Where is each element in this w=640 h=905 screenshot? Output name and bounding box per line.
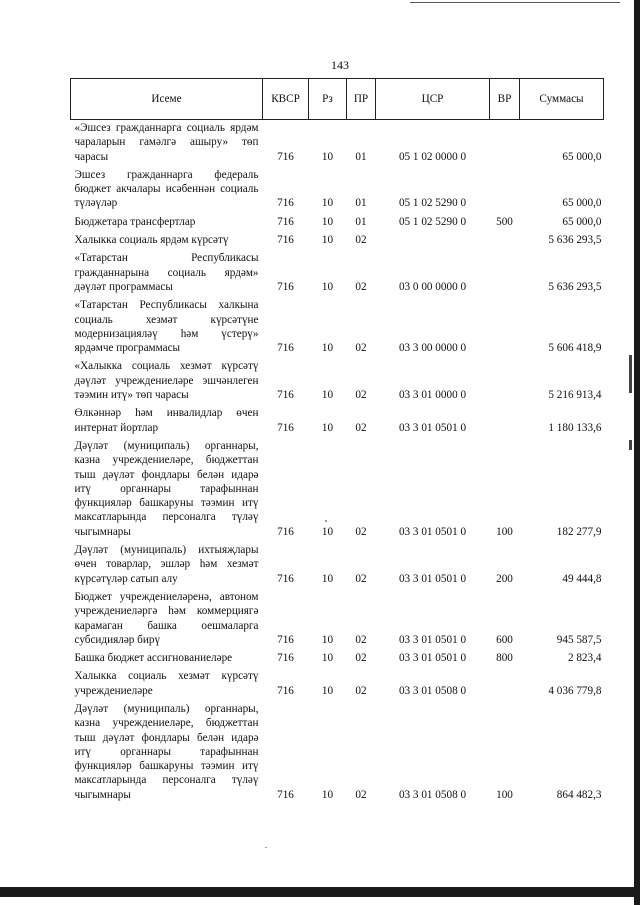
row-csr: 05 1 02 0000 0	[398, 150, 467, 163]
row-name: Дәүләт (муниципаль) органнары, казна учреждениеләре, бюджеттан тыш дәүләт фондлары белән идарә итү органнары тарафыннан функцияләр башкаруны тәэмин итү максатларында персоналга түләү чыгымнары	[74, 439, 259, 538]
row-pr: 02	[355, 421, 367, 434]
scan-edge-bottom	[0, 887, 640, 897]
row-rz: 10	[321, 234, 334, 247]
row-rz: 10	[321, 633, 334, 646]
row-sum: 65 000,0	[562, 150, 602, 163]
row-sum: 5 636 293,5	[548, 234, 602, 247]
row-kvsr: 716	[277, 389, 294, 402]
row-rz: 10	[321, 389, 334, 402]
row-sum: 1 180 133,6	[548, 421, 602, 434]
row-kvsr: 716	[277, 652, 294, 665]
row-sum: 2 823,4	[567, 652, 602, 665]
header-kvsr: КВСР	[263, 79, 309, 120]
row-csr: 03 3 01 0501 0	[398, 525, 467, 538]
row-sum: 65 000,0	[562, 197, 602, 210]
row-pr: 02	[355, 633, 367, 646]
row-name: Өлкәннәр һәм инвалидлар өчен интернат йортлар	[74, 407, 259, 434]
scan-edge-right	[634, 0, 640, 905]
scan-mark	[629, 355, 632, 393]
row-name: Эшсез гражданнарга федераль бюджет акчалары исәбеннән социаль түләүләр	[74, 168, 259, 210]
table-row	[71, 120, 604, 167]
row-sum: 182 277,9	[556, 525, 602, 538]
row-csr: 03 3 01 0508 0	[398, 788, 467, 801]
row-name: Дәүләт (муниципаль) ихтыяҗлары өчен товарлар, эшләр һәм хезмәт күрсәтүләр сатып алу	[74, 544, 259, 585]
row-vr	[490, 405, 520, 438]
row-rz: 10	[321, 525, 334, 538]
table-row	[71, 214, 604, 232]
scan-edge-top	[410, 2, 620, 3]
row-rz: 10	[321, 342, 334, 355]
row-kvsr: 716	[277, 280, 294, 293]
row-csr: 03 3 01 0501 0	[398, 421, 467, 434]
row-pr: 01	[355, 150, 367, 163]
row-vr	[490, 232, 520, 250]
row-kvsr: 716	[277, 342, 294, 355]
row-kvsr: 716	[277, 215, 294, 228]
table-body	[71, 120, 604, 806]
scan-mark	[629, 440, 632, 450]
row-sum: 5 636 293,5	[548, 280, 602, 293]
header-sum: Суммасы	[520, 79, 604, 120]
row-vr	[490, 668, 520, 701]
header-rz: Рз	[309, 79, 347, 120]
row-rz: 10	[321, 280, 334, 293]
row-name: Халыкка социаль ярдәм күрсәтү	[74, 234, 229, 247]
row-kvsr: 716	[277, 197, 294, 210]
row-sum: 4 036 779,8	[548, 684, 602, 697]
row-sum: 5 606 418,9	[548, 342, 602, 355]
row-pr: 02	[355, 342, 367, 355]
row-kvsr: 716	[277, 684, 294, 697]
row-csr: 03 3 01 0508 0	[398, 684, 467, 697]
row-vr: 200	[496, 572, 513, 585]
row-csr: 03 3 00 0000 0	[398, 342, 467, 355]
table-row	[71, 358, 604, 405]
row-kvsr: 716	[277, 421, 294, 434]
row-pr: 02	[355, 684, 367, 697]
budget-table	[70, 78, 604, 805]
table-row	[71, 589, 604, 650]
row-csr: 05 1 02 5290 0	[398, 197, 467, 210]
row-name: «Татарстан Республикасы халкына социаль хезмәт күрсәтүне модернизацияләү һәм үстерү» ярдәмче программасы	[74, 299, 259, 355]
row-name: «Халыкка социаль хезмәт күрсәтү дәүләт учреждениеләре эшчәнлеген тәэмин итү» төп чарасы	[74, 360, 259, 402]
table-row	[71, 438, 604, 542]
row-vr: 600	[496, 633, 513, 646]
row-sum: 945 587,5	[556, 633, 602, 646]
row-sum: 5 216 913,4	[548, 389, 602, 402]
row-pr: 01	[355, 215, 367, 228]
row-pr: 02	[355, 280, 367, 293]
row-kvsr: 716	[277, 234, 294, 247]
row-vr: 500	[496, 215, 513, 228]
row-csr: 03 3 01 0501 0	[398, 633, 467, 646]
row-name: Дәүләт (муниципаль) органнары, казна учреждениеләре, бюджеттан тыш дәүләт фондлары белән идарә итү органнары тарафыннан функцияләр башкаруны тәэмин итү максатларында персоналга түләү чыгымнары	[74, 702, 259, 801]
table-row	[71, 405, 604, 438]
row-name: Башка бюджет ассигнованиеләре	[74, 652, 233, 665]
row-vr	[490, 167, 520, 214]
row-pr: 02	[355, 572, 367, 585]
row-pr: 02	[355, 389, 367, 402]
table-header-row	[71, 79, 604, 120]
row-csr: 03 3 01 0000 0	[398, 389, 467, 402]
row-rz: 10	[321, 788, 334, 801]
row-rz: 10	[321, 684, 334, 697]
row-rz: 10	[321, 197, 334, 210]
row-csr: 03 0 00 0000 0	[398, 280, 467, 293]
row-vr: 800	[496, 652, 513, 665]
row-name: Бюджет учреждениеләренә, автоном учреждениеләргә һәм коммерциягә карамаган башка оешмаларга субсидияләр бирү	[74, 590, 259, 646]
row-name: «Татарстан Республикасы гражданнарына социаль ярдәм» дәүләт программасы	[74, 252, 259, 293]
table-row	[71, 668, 604, 701]
row-csr	[376, 232, 490, 250]
row-pr: 02	[355, 788, 367, 801]
table-row	[71, 297, 604, 358]
row-sum: 65 000,0	[562, 215, 602, 228]
row-vr	[490, 297, 520, 358]
row-sum: 49 444,8	[562, 572, 602, 585]
row-kvsr: 716	[277, 150, 294, 163]
header-pr: ПР	[347, 79, 376, 120]
row-rz: 10	[321, 652, 334, 665]
table-row	[71, 232, 604, 250]
header-csr: ЦСР	[376, 79, 490, 120]
row-kvsr: 716	[277, 572, 294, 585]
row-kvsr: 716	[277, 525, 294, 538]
row-kvsr: 716	[277, 788, 294, 801]
row-kvsr: 716	[277, 633, 294, 646]
row-name: «Эшсез гражданнарга социаль ярдәм чараларын гамәлгә ашыру» төп чарасы	[74, 122, 259, 163]
row-pr: 02	[355, 234, 367, 247]
row-rz: 10	[321, 150, 334, 163]
row-pr: 01	[355, 197, 367, 210]
row-vr: 100	[496, 525, 513, 538]
row-vr	[490, 358, 520, 405]
row-name: Бюджетара трансфертлар	[74, 215, 196, 228]
row-sum: 864 482,3	[556, 788, 602, 801]
row-vr	[490, 120, 520, 167]
row-pr: 02	[355, 652, 367, 665]
row-rz: 10	[321, 421, 334, 434]
row-rz: 10	[321, 572, 334, 585]
header-vr: ВР	[490, 79, 520, 120]
table-row	[71, 701, 604, 805]
scan-speck	[265, 847, 267, 848]
row-pr: 02	[355, 525, 367, 538]
table-row	[71, 250, 604, 297]
table-row	[71, 167, 604, 214]
page-number: 143	[331, 58, 349, 72]
header-name: Исеме	[71, 79, 263, 120]
row-csr: 03 3 01 0501 0	[398, 652, 467, 665]
row-csr: 05 1 02 5290 0	[398, 215, 467, 228]
row-vr: 100	[496, 788, 513, 801]
table-row	[71, 542, 604, 589]
row-csr: 03 3 01 0501 0	[398, 572, 467, 585]
row-name: Халыкка социаль хезмәт күрсәтү учреждениеләре	[74, 670, 259, 697]
row-rz: 10	[321, 215, 334, 228]
table-row	[71, 650, 604, 668]
row-vr	[490, 250, 520, 297]
